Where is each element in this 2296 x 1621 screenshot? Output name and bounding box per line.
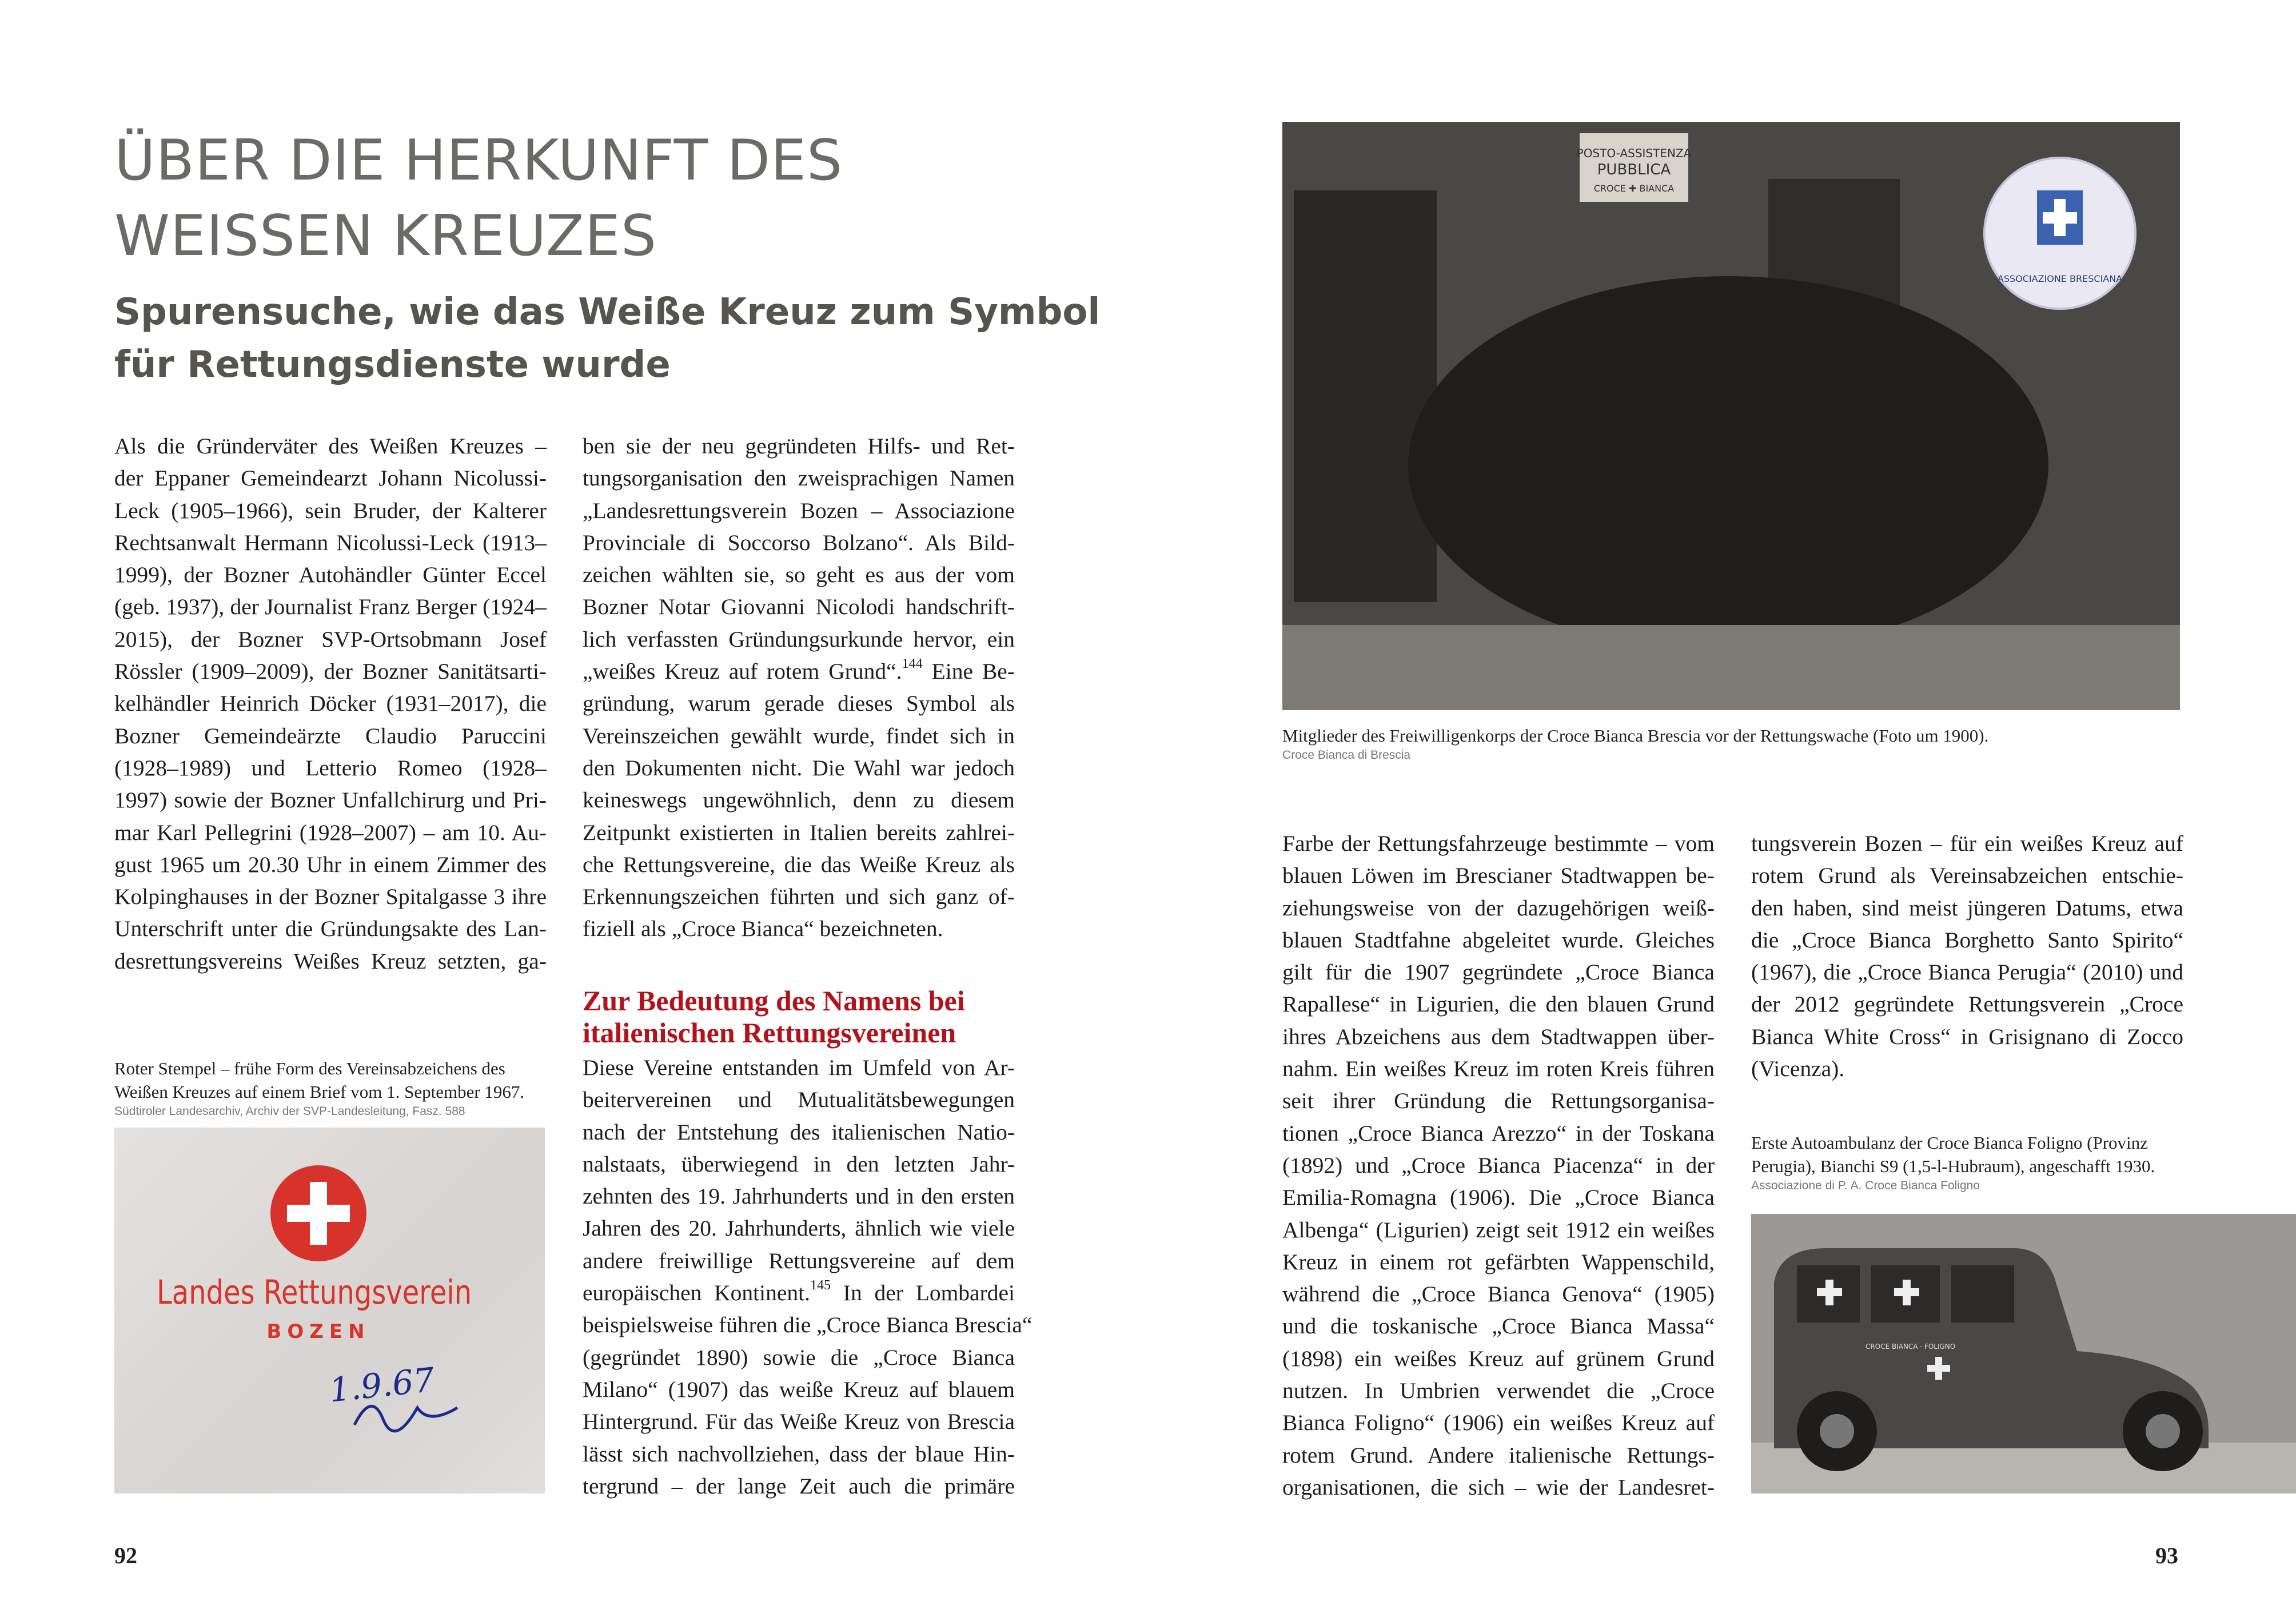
text-line: „Landesrettungsverein Bozen – Associazione (583, 497, 1015, 523)
text-line: europäischen Kontinent.$^{145}$ In der Lombardei (583, 1278, 1015, 1306)
text-line: Bozner Gemeindeärzte Claudio Paruccini (114, 723, 547, 748)
text-line: gilt für die 1907 gegründete „Croce Bianca (1282, 959, 1715, 985)
text-line: nahm. Ein weißes Kreuz im roten Kreis führen (1282, 1056, 1715, 1082)
text-line: nalstaats, überwiegend in den letzten Jahr- (583, 1151, 1015, 1177)
text-line: „weißes Kreuz auf rotem Grund“.$^{144}$ Eine Be- (583, 656, 1015, 684)
subtitle-line: Spurensuche, wie das Weiße Kreuz zum Symbol (114, 291, 1101, 333)
text-line: den Dokumenten nicht. Die Wahl war jedoch (583, 755, 1015, 780)
text-line: Als die Gründerväter des Weißen Kreuzes – (114, 433, 547, 459)
text-line: Bianca White Cross“ in Grisignano di Zocco (1751, 1023, 2183, 1049)
text-line: Hintergrund. Für das Weiße Kreuz von Brescia (583, 1409, 1015, 1435)
text-line: 1997) sowie der Bozner Unfallchirurg und Pri- (114, 787, 547, 813)
text-line: lich verfassten Gründungsurkunde hervor, ein (583, 626, 1015, 652)
section-heading (583, 985, 1029, 1049)
text-line: ziehungsweise von der dazugehörigen weiß- (1282, 895, 1715, 921)
text-line: der Eppaner Gemeindearzt Johann Nicolussi- (114, 465, 547, 491)
text-line: Jahren des 20. Jahrhunderts, ähnlich wie viele (583, 1216, 1015, 1241)
text-line: Milano“ (1907) das weiße Kreuz auf blauem (583, 1376, 1015, 1402)
text-line: Erkennungszeichen führten und sich ganz of- (583, 884, 1015, 910)
red-stamp-icon (114, 1128, 545, 1493)
footnote-ref[interactable]: 145 (810, 1278, 831, 1293)
text-line: Vereinszeichen gewählt wurde, findet sich in (583, 723, 1015, 748)
text-line: tionen „Croce Bianca Arezzo“ in der Toskana (1282, 1120, 1715, 1146)
text-line: Rechtsanwalt Hermann Nicolussi-Leck (1913– (114, 529, 547, 555)
text-line: ihres Abzeichens aus dem Stadtwappen über- (1282, 1023, 1715, 1049)
title-line: WEISSEN KREUZES (114, 204, 657, 269)
text-line: mar Karl Pellegrini (1928–2007) – am 10. Au- (114, 819, 547, 845)
text-line: tergrund – der lange Zeit auch die primäre (583, 1473, 1015, 1499)
text-line: Rapallese“ in Ligurien, die den blauen Grund (1282, 991, 1715, 1017)
car-door-text: CROCE BIANCA · FOLIGNO (1866, 1343, 1956, 1351)
heading-line: Zur Bedeutung des Namens bei (583, 985, 965, 1017)
page-number-left: 92 (114, 1543, 137, 1568)
text-line: Provinciale di Soccorso Bolzano“. Als Bild- (583, 529, 1015, 555)
text-line: während die „Croce Bianca Genova“ (1905) (1282, 1281, 1715, 1307)
text-line: fiziell als „Croce Bianca“ bezeichneten. (583, 916, 943, 942)
page-number-right: 93 (2155, 1543, 2178, 1568)
text-line: nutzen. In Umbrien verwendet die „Croce (1282, 1378, 1715, 1404)
text-line: 2015), der Bozner SVP-Ortsobmann Josef (114, 626, 547, 652)
body-column-2-top (583, 430, 1015, 945)
text-line: Unterschrift unter die Gründungsakte des Lan- (114, 916, 547, 942)
photo-credit: Croce Bianca di Brescia (1282, 748, 1411, 762)
text-line: zehnten des 19. Jahrhunderts und in den ersten (583, 1184, 1015, 1209)
text-line: gust 1965 um 20.30 Uhr in einem Zimmer des (114, 851, 547, 877)
photo-caption (1282, 724, 2180, 763)
text-line: und die toskanische „Croce Bianca Massa“ (1282, 1313, 1715, 1339)
stamp-line1: Landes Rettungsverein (157, 1273, 472, 1312)
title-line: ÜBER DIE HERKUNFT DES (114, 128, 843, 193)
body-column-2-bottom (583, 1052, 1033, 1502)
text-line: Bianca Foligno“ (1906) ein weißes Kreuz auf (1282, 1410, 1715, 1436)
text-line: (geb. 1937), der Journalist Franz Berger (1924– (114, 594, 547, 620)
photo-sign-line: PUBBLICA (1597, 161, 1671, 178)
text-line: lässt sich nachvollziehen, dass der blaue Hin- (583, 1441, 1015, 1467)
text-line: der 2012 gegründete Rettungsverein „Croce (1751, 991, 2183, 1017)
text-line: (1898) ein weißes Kreuz auf grünem Grund (1282, 1345, 1715, 1371)
footnote-ref[interactable]: 144 (902, 656, 923, 672)
text-line: (1892) und „Croce Bianca Piacenza“ in der (1282, 1152, 1715, 1178)
text-line: desrettungsvereins Weißes Kreuz setzten, ga- (114, 948, 547, 974)
body-column-4 (1751, 827, 2183, 1085)
caption-line: Roter Stempel – frühe Form des Vereinsabzeichens des (114, 1058, 505, 1078)
stamp-line2: BOZEN (266, 1320, 370, 1343)
text-line: tungsverein Bozen – für ein weißes Kreuz auf (1751, 831, 2183, 856)
text-line: nach der Entstehung des italienischen Natio- (583, 1119, 1015, 1145)
text-line: gründung, warum gerade dieses Symbol als (583, 691, 1015, 716)
text-line: Kreuz in einem rot gefärbten Wappenschild, (1282, 1249, 1715, 1275)
text-line: rotem Grund als Vereinsabzeichen entschie- (1751, 863, 2183, 889)
group-photo (1282, 122, 2180, 710)
text-line: 1999), der Bozner Autohändler Günter Eccel (114, 562, 547, 588)
car-caption (1751, 1131, 2186, 1194)
text-line: beitervereinen und Mutualitätsbewegungen (583, 1087, 1015, 1113)
text-line: blauen Stadtfahne abgeleitet wurde. Gleiches (1282, 927, 1715, 953)
emblem-text: ASSOCIAZIONE BRESCIANA (1997, 273, 2123, 284)
text-line: zeichen wählten sie, so geht es aus der vom (583, 562, 1015, 588)
text-line: die „Croce Bianca Borghetto Santo Spirito“ (1751, 927, 2183, 953)
body-column-1 (114, 430, 547, 977)
text-line: Leck (1905–1966), sein Bruder, der Kalterer (114, 497, 547, 523)
text-line: rotem Grund. Andere italienische Rettungs- (1282, 1442, 1715, 1468)
text-line: (Vicenza). (1751, 1056, 1845, 1082)
text-line: Kolpinghauses in der Bozner Spitalgasse 3 ihre (114, 884, 547, 910)
signature-date: 1.9.67 (327, 1360, 437, 1410)
text-line: Diese Vereine entstanden im Umfeld von Ar- (583, 1055, 1015, 1080)
text-line: ben sie der neu gegründeten Hilfs- und Ret- (583, 433, 1015, 459)
text-line: kelhändler Heinrich Döcker (1931–2017), die (114, 691, 547, 716)
heading-line: italienischen Rettungsvereinen (583, 1017, 956, 1049)
text-line: organisationen, die sich – wie der Landesret- (1282, 1474, 1715, 1500)
car-credit: Associazione di P. A. Croce Bianca Foligno (1751, 1179, 1980, 1192)
page-subtitle (114, 286, 1100, 391)
stamp-image (114, 1128, 545, 1493)
body-column-3 (1282, 827, 1715, 1503)
stamp-caption (114, 1057, 549, 1120)
subtitle-line: für Rettungsdienste wurde (114, 344, 671, 386)
text-line: Rössler (1909–2009), der Bozner Sanitätsarti- (114, 659, 547, 684)
photo-sign-line: CROCE ✚ BIANCA (1593, 183, 1675, 194)
text-line: Zeitpunkt existierten in Italien bereits zahlrei- (583, 819, 1015, 845)
text-line: che Rettungsvereine, die das Weiße Kreuz als (583, 851, 1015, 877)
photo-sign-line: POSTO-ASSISTENZA (1576, 146, 1692, 160)
text-line: tungsorganisation den zweisprachigen Namen (583, 465, 1015, 491)
ambulance-illustration (1751, 1214, 2296, 1493)
caption-line: Weißen Kreuzes auf einem Brief vom 1. September 1967. (114, 1082, 525, 1102)
group-photo-illustration (1282, 122, 2180, 710)
text-line: beispielsweise führen die „Croce Bianca Brescia“ (583, 1312, 1033, 1338)
text-line: blauen Löwen im Brescianer Stadtwappen be- (1282, 863, 1715, 889)
text-line: (1967), die „Croce Bianca Perugia“ (2010) und (1751, 959, 2183, 985)
text-line: Emilia-Romagna (1906). Die „Croce Bianca (1282, 1185, 1715, 1210)
text-line: Farbe der Rettungsfahrzeuge bestimmte – vom (1282, 831, 1715, 856)
caption-line: Erste Autoambulanz der Croce Bianca Foligno (Provinz (1751, 1133, 2148, 1153)
text-line: Albenga“ (Ligurien) zeigt seit 1912 ein weißes (1282, 1217, 1715, 1242)
text-line: andere freiwillige Rettungsvereine auf dem (583, 1248, 1015, 1273)
text-line: den haben, sind meist jüngeren Datums, etwa (1751, 895, 2183, 921)
caption-line: Perugia), Bianchi S9 (1,5-l-Hubraum), angeschafft 1930. (1751, 1156, 2155, 1176)
ambulance-photo (1751, 1214, 2296, 1493)
caption-line: Mitglieder des Freiwilligenkorps der Croce Bianca Brescia vor der Rettungswache (Foto um 1900). (1282, 726, 1989, 746)
text-line: keineswegs ungewöhnlich, denn zu diesem (583, 787, 1015, 813)
page-title (114, 123, 843, 274)
text-line: Bozner Notar Giovanni Nicolodi handschrift- (583, 594, 1015, 620)
text-line: seit ihrer Gründung die Rettungsorganisa- (1282, 1088, 1715, 1114)
text-line: (1928–1989) und Letterio Romeo (1928– (114, 755, 547, 780)
text-line: (gegründet 1890) sowie die „Croce Bianca (583, 1344, 1015, 1370)
signature-icon (354, 1406, 457, 1431)
stamp-credit: Südtiroler Landesarchiv, Archiv der SVP-Landesleitung, Fasz. 588 (114, 1105, 465, 1118)
